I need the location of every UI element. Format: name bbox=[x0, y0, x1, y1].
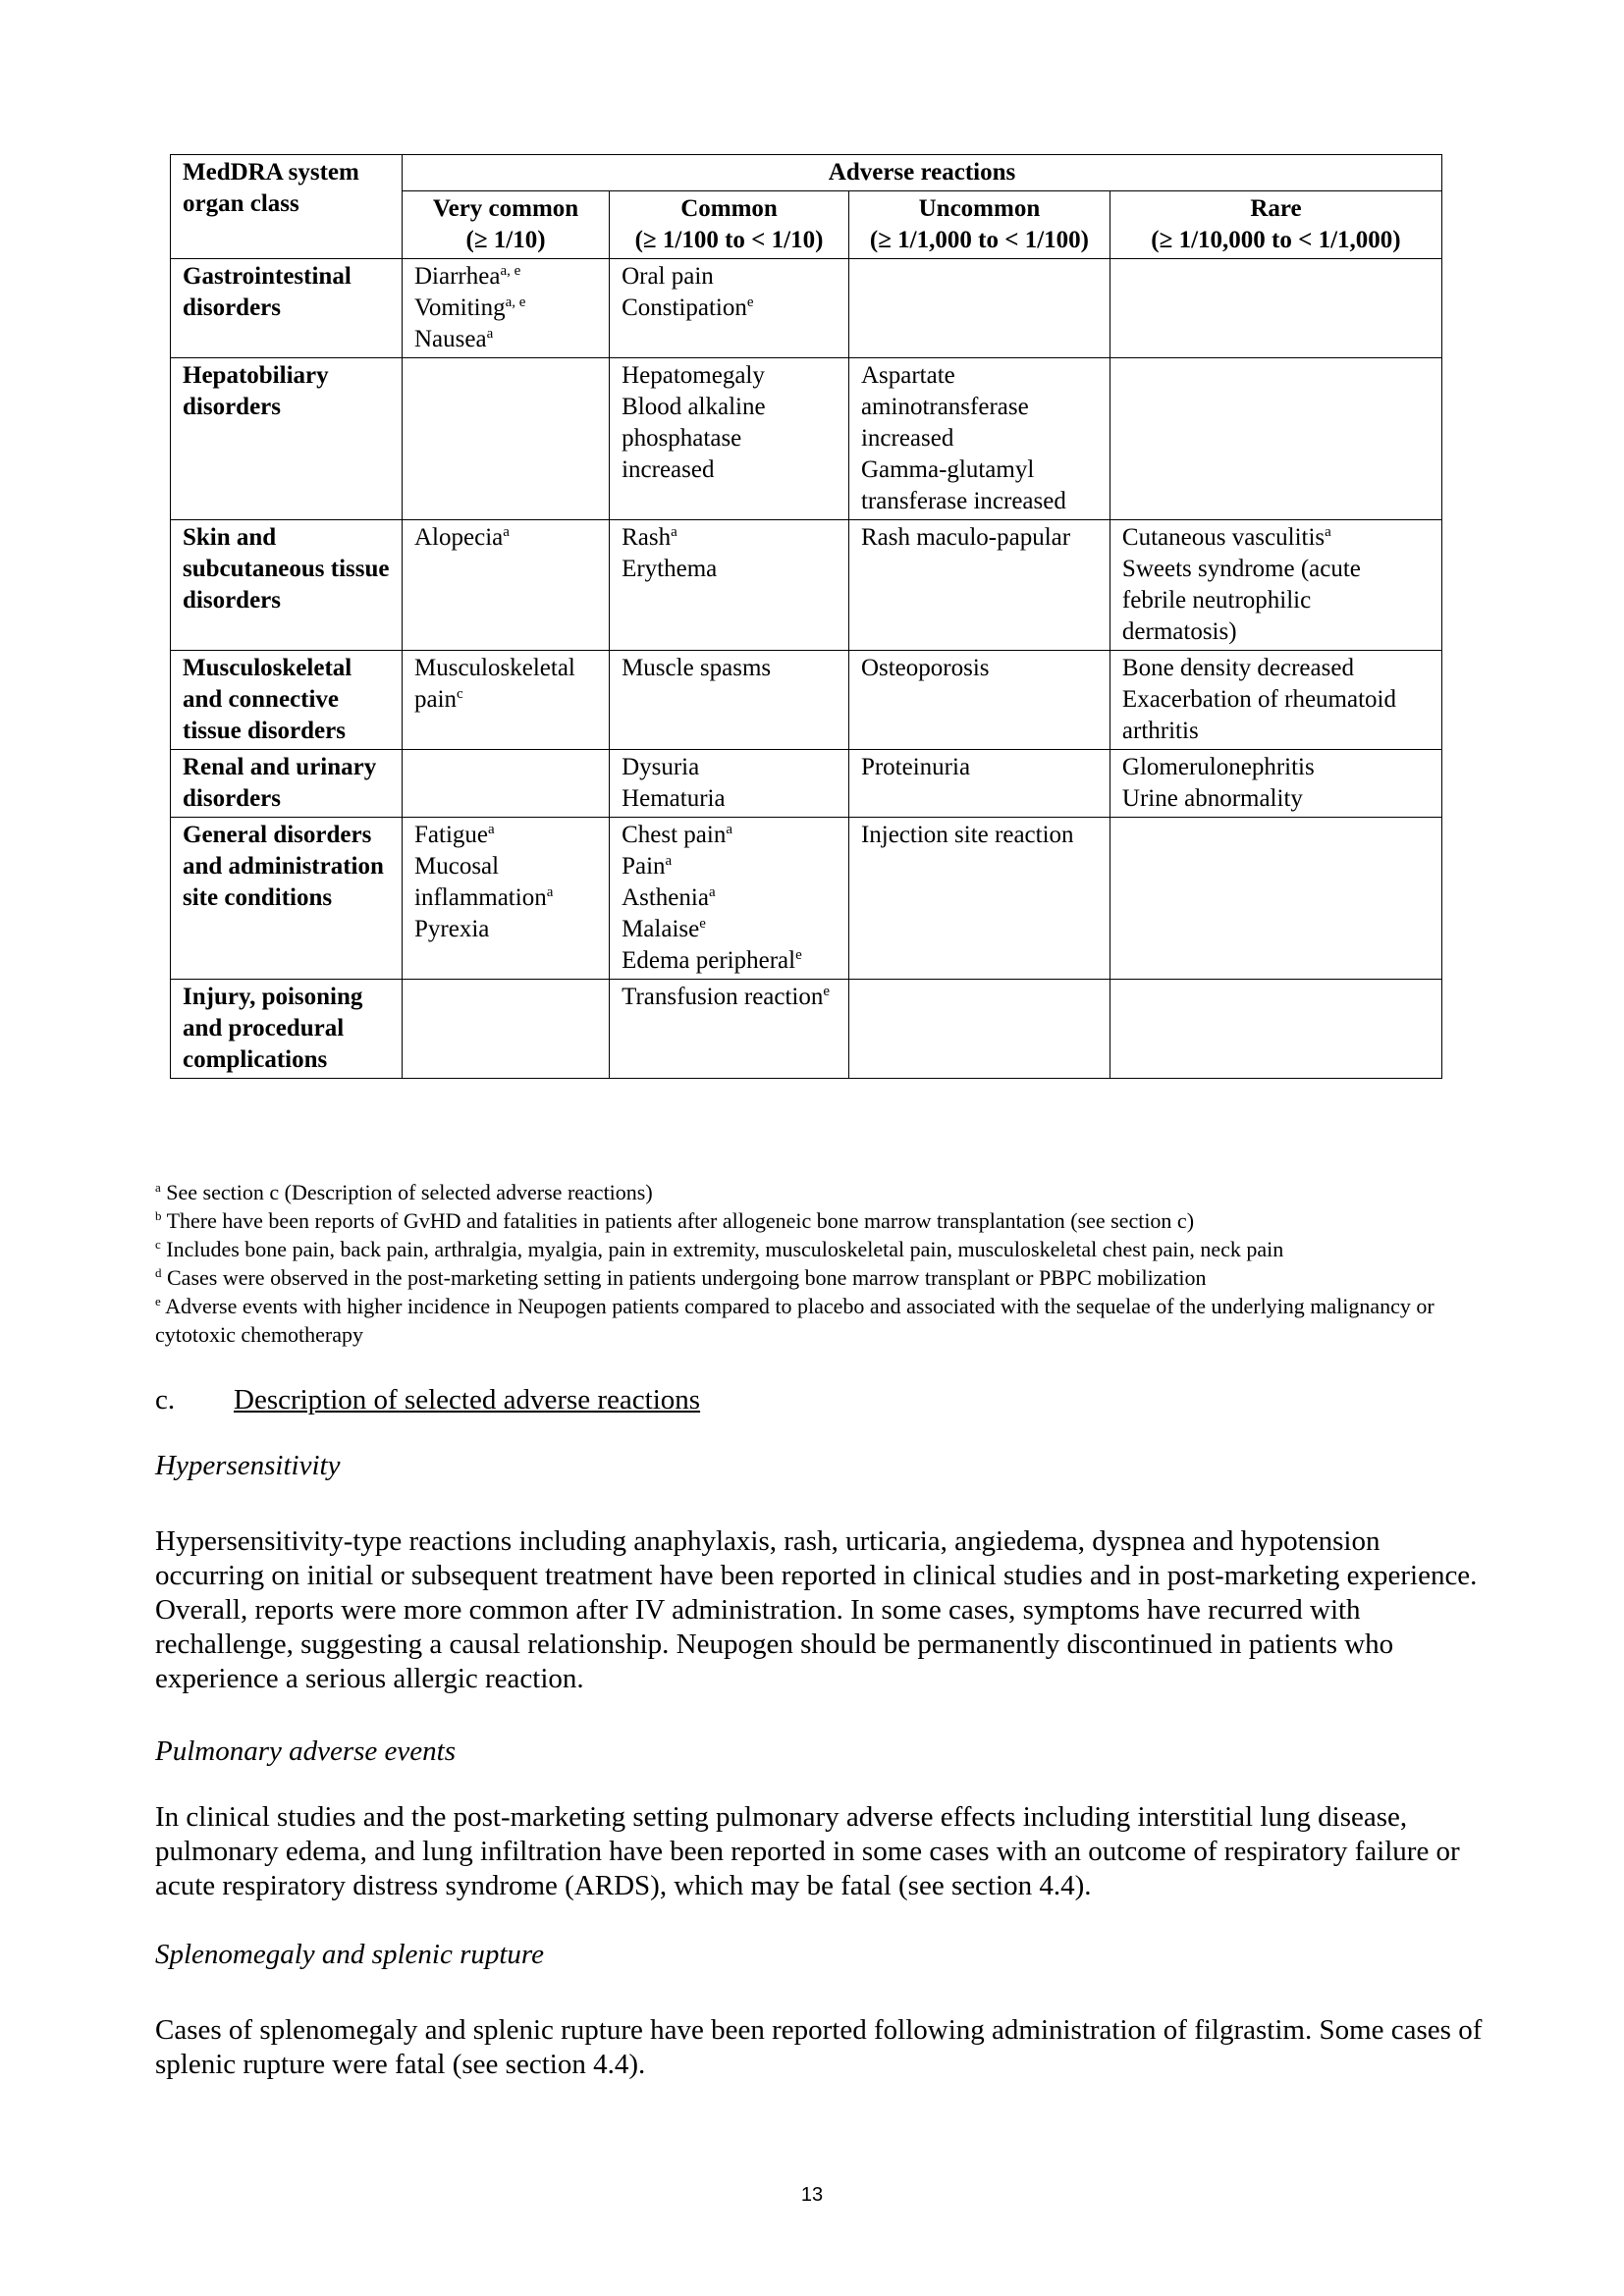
reaction-text: Exacerbation of rheumatoid arthritis bbox=[1121, 686, 1396, 744]
reaction-term bbox=[414, 851, 597, 914]
system-organ-class: Injury, poisoning and procedural complications bbox=[171, 980, 403, 1079]
reaction-cell bbox=[848, 520, 1110, 651]
reaction-text: Urine abnormality bbox=[1121, 785, 1303, 812]
reaction-term bbox=[414, 293, 597, 324]
reaction-term bbox=[622, 851, 837, 882]
section-heading bbox=[155, 1384, 700, 1416]
footnote-marker: a, e bbox=[500, 263, 521, 279]
reaction-text: Gamma-glutamyl transferase increased bbox=[860, 456, 1066, 514]
reaction-text: Rash maculo-papular bbox=[860, 524, 1071, 551]
table-row bbox=[171, 750, 1442, 818]
pulmonary-heading: Pulmonary adverse events bbox=[155, 1735, 457, 1767]
footnote-mark: b bbox=[155, 1208, 162, 1223]
footnote-text: See section c (Description of selected adverse reactions) bbox=[160, 1180, 653, 1204]
reaction-cell bbox=[403, 259, 610, 358]
reaction-term bbox=[622, 982, 837, 1013]
reaction-term bbox=[622, 914, 837, 945]
reaction-text: Musculoskeletal pain bbox=[414, 655, 575, 713]
reaction-term bbox=[414, 261, 597, 293]
splenomegaly-heading: Splenomegaly and splenic rupture bbox=[155, 1939, 544, 1970]
reaction-term bbox=[622, 360, 837, 392]
reaction-text: Osteoporosis bbox=[860, 655, 990, 681]
reaction-term bbox=[861, 752, 1098, 783]
reaction-cell bbox=[1110, 259, 1441, 358]
table-row bbox=[171, 651, 1442, 750]
reaction-term bbox=[622, 392, 837, 486]
reaction-cell bbox=[403, 750, 610, 818]
footnote-mark: a bbox=[155, 1180, 161, 1195]
frequency-header bbox=[403, 191, 610, 259]
reaction-cell bbox=[1110, 358, 1441, 520]
reaction-term bbox=[1122, 653, 1430, 684]
reaction-term bbox=[622, 554, 837, 585]
section-number: c. bbox=[155, 1384, 176, 1415]
table-row bbox=[171, 358, 1442, 520]
reaction-text: Constipation bbox=[622, 294, 747, 321]
reaction-text: Chest pain bbox=[622, 822, 727, 848]
footnote-text: Cases were observed in the post-marketing setting in patients undergoing bone marrow transplant or PBPC mobilization bbox=[161, 1265, 1207, 1290]
reaction-term bbox=[622, 752, 837, 783]
frequency-range: (≥ 1/10,000 to < 1/1,000) bbox=[1151, 227, 1401, 253]
reaction-term bbox=[622, 882, 837, 914]
reaction-cell bbox=[848, 818, 1110, 980]
reaction-term bbox=[861, 522, 1098, 554]
frequency-range: (≥ 1/10) bbox=[465, 227, 546, 253]
system-organ-class: General disorders and administration site conditions bbox=[171, 818, 403, 980]
frequency-label: Very common bbox=[432, 195, 579, 222]
table-body bbox=[171, 259, 1442, 1079]
reaction-text: Nausea bbox=[414, 326, 487, 352]
reaction-text: Vomiting bbox=[414, 294, 506, 321]
table-row bbox=[171, 259, 1442, 358]
reaction-cell bbox=[610, 980, 849, 1079]
frequency-header bbox=[848, 191, 1110, 259]
frequency-label: Uncommon bbox=[918, 195, 1041, 222]
frequency-range: (≥ 1/1,000 to < 1/100) bbox=[869, 227, 1089, 253]
frequency-label: Rare bbox=[1250, 195, 1302, 222]
reaction-term bbox=[861, 454, 1098, 517]
reaction-cell bbox=[403, 520, 610, 651]
reaction-text: Muscle spasms bbox=[622, 655, 772, 681]
footnote bbox=[155, 1292, 1490, 1349]
footnote-marker: e bbox=[823, 984, 831, 999]
reaction-cell bbox=[403, 818, 610, 980]
section-title: Description of selected adverse reactions bbox=[234, 1384, 701, 1415]
reaction-cell bbox=[1110, 651, 1441, 750]
reaction-term bbox=[622, 945, 837, 977]
footnote-mark: e bbox=[155, 1294, 161, 1308]
reaction-text: Sweets syndrome (acute febrile neutrophilic dermatosis) bbox=[1121, 556, 1361, 645]
frequency-header bbox=[1110, 191, 1441, 259]
system-organ-class: Musculoskeletal and connective tissue disorders bbox=[171, 651, 403, 750]
page-number: 13 bbox=[800, 2184, 824, 2206]
reaction-text: Asthenia bbox=[622, 884, 709, 911]
footnote bbox=[155, 1206, 1490, 1235]
footnote-marker: c bbox=[457, 686, 463, 702]
table-row bbox=[171, 980, 1442, 1079]
footnote-mark: d bbox=[155, 1265, 162, 1280]
reaction-text: Pyrexia bbox=[414, 916, 490, 942]
reaction-text: Injection site reaction bbox=[860, 822, 1074, 848]
reaction-cell bbox=[610, 259, 849, 358]
footnote-mark: c bbox=[155, 1237, 161, 1252]
reaction-text: Hepatomegaly bbox=[622, 362, 765, 389]
reaction-term bbox=[861, 820, 1098, 851]
reaction-cell bbox=[848, 651, 1110, 750]
reaction-cell bbox=[403, 651, 610, 750]
footnote-marker: a bbox=[726, 822, 732, 837]
system-organ-class: Renal and urinary disorders bbox=[171, 750, 403, 818]
reaction-text: Oral pain bbox=[622, 263, 714, 290]
reaction-term bbox=[414, 653, 597, 716]
reaction-text: Edema peripheral bbox=[622, 947, 796, 974]
reaction-text: Cutaneous vasculitis bbox=[1121, 524, 1326, 551]
reaction-text: Fatigue bbox=[414, 822, 488, 848]
reaction-text: Pain bbox=[622, 853, 666, 880]
reaction-text: Bone density decreased bbox=[1121, 655, 1354, 681]
adverse-reactions-group-header: Adverse reactions bbox=[403, 155, 1442, 191]
footnote-marker: a bbox=[671, 524, 677, 540]
footnote-marker: a bbox=[546, 884, 554, 900]
reaction-term bbox=[414, 820, 597, 851]
soc-column-header: MedDRA system organ class bbox=[171, 155, 403, 259]
reaction-cell bbox=[1110, 980, 1441, 1079]
reaction-text: Alopecia bbox=[414, 524, 504, 551]
reaction-term bbox=[1122, 783, 1430, 815]
footnote-text: Adverse events with higher incidence in Neupogen patients compared to placebo and associated with the sequelae of the underlying malignancy or cytotoxic chemotherapy bbox=[155, 1294, 1435, 1347]
footnote-marker: e bbox=[699, 916, 706, 932]
adverse-reactions-table bbox=[170, 154, 1442, 1079]
footnote-marker: e bbox=[746, 294, 754, 310]
footnote-text: Includes bone pain, back pain, arthralgia, myalgia, pain in extremity, musculoskeletal pain, musculoskeletal chest pain, neck pain bbox=[160, 1237, 1284, 1261]
reaction-text: Diarrhea bbox=[414, 263, 501, 290]
footnote-marker: e bbox=[795, 947, 802, 963]
reaction-term bbox=[861, 653, 1098, 684]
frequency-header bbox=[610, 191, 849, 259]
reaction-text: Malaise bbox=[622, 916, 700, 942]
footnote-marker: a bbox=[1325, 524, 1331, 540]
reaction-cell bbox=[1110, 750, 1441, 818]
reaction-text: Proteinuria bbox=[860, 754, 971, 780]
footnote-marker: a bbox=[503, 524, 510, 540]
reaction-cell bbox=[848, 358, 1110, 520]
hypersensitivity-paragraph: Hypersensitivity-type reactions including anaphylaxis, rash, urticaria, angiedema, dyspnea and hypotension occurring on initial or subsequent treatment have been reported in clinical studies and in post-marketing experience. Overall, reports were more common after IV administration. In some cases, symptoms have recurred with rechallenge, suggesting a causal relationship. Neupogen should be permanently discontinued in patients who experience a serious allergic reaction. bbox=[155, 1525, 1478, 1694]
reaction-term bbox=[622, 783, 837, 815]
reaction-term bbox=[414, 914, 597, 945]
reaction-cell bbox=[610, 520, 849, 651]
pulmonary-paragraph: In clinical studies and the post-marketing setting pulmonary adverse effects including interstitial lung disease, pulmonary edema, and lung infiltration have been reported in some cases with an outcome of respiratory failure or acute respiratory distress syndrome (ARDS), which may be fatal (see section 4.4). bbox=[155, 1801, 1460, 1901]
reaction-text: Aspartate aminotransferase increased bbox=[860, 362, 1029, 452]
reaction-cell bbox=[403, 980, 610, 1079]
reaction-term bbox=[861, 360, 1098, 454]
reaction-term bbox=[622, 261, 837, 293]
reaction-cell bbox=[610, 750, 849, 818]
reaction-cell bbox=[610, 818, 849, 980]
reaction-text: Rash bbox=[622, 524, 672, 551]
reaction-text: Blood alkaline phosphatase increased bbox=[622, 394, 766, 483]
reaction-term bbox=[1122, 684, 1430, 747]
reaction-cell bbox=[848, 980, 1110, 1079]
reaction-cell bbox=[848, 750, 1110, 818]
footnote bbox=[155, 1263, 1490, 1292]
reaction-text: Erythema bbox=[622, 556, 718, 582]
footnote-marker: a bbox=[486, 326, 494, 342]
reaction-term bbox=[622, 522, 837, 554]
footnote bbox=[155, 1235, 1490, 1263]
reaction-text: Transfusion reaction bbox=[622, 984, 824, 1010]
footnote-marker: a, e bbox=[505, 294, 526, 310]
reaction-term bbox=[1122, 554, 1430, 648]
table-row bbox=[171, 818, 1442, 980]
table-row bbox=[171, 520, 1442, 651]
splenomegaly-paragraph: Cases of splenomegaly and splenic rupture have been reported following administration of filgrastim. Some cases of splenic rupture were fatal (see section 4.4). bbox=[155, 2014, 1483, 2080]
reaction-text: Mucosal inflammation bbox=[414, 853, 547, 911]
reaction-term bbox=[414, 522, 597, 554]
reaction-term bbox=[622, 653, 837, 684]
reaction-text: Hematuria bbox=[622, 785, 726, 812]
reaction-term bbox=[622, 820, 837, 851]
frequency-label: Common bbox=[680, 195, 778, 222]
reaction-term bbox=[622, 293, 837, 324]
system-organ-class: Gastrointestinal disorders bbox=[171, 259, 403, 358]
reaction-cell bbox=[610, 651, 849, 750]
system-organ-class: Skin and subcutaneous tissue disorders bbox=[171, 520, 403, 651]
reaction-term bbox=[1122, 522, 1430, 554]
reaction-cell bbox=[1110, 818, 1441, 980]
footnote-marker: a bbox=[708, 884, 716, 900]
reaction-cell bbox=[1110, 520, 1441, 651]
hypersensitivity-heading: Hypersensitivity bbox=[155, 1450, 341, 1481]
reaction-cell bbox=[610, 358, 849, 520]
reaction-cell bbox=[848, 259, 1110, 358]
reaction-term bbox=[1122, 752, 1430, 783]
system-organ-class: Hepatobiliary disorders bbox=[171, 358, 403, 520]
footnote bbox=[155, 1178, 1490, 1206]
reaction-text: Glomerulonephritis bbox=[1121, 754, 1315, 780]
footnote-marker: a bbox=[488, 822, 495, 837]
reaction-text: Dysuria bbox=[622, 754, 700, 780]
reaction-cell bbox=[403, 358, 610, 520]
reaction-term bbox=[414, 324, 597, 355]
table-footnotes bbox=[155, 1178, 1490, 1349]
footnote-text: There have been reports of GvHD and fatalities in patients after allogeneic bone marrow transplantation (see section c) bbox=[161, 1208, 1195, 1233]
footnote-marker: a bbox=[665, 853, 673, 869]
frequency-range: (≥ 1/100 to < 1/10) bbox=[634, 227, 824, 253]
